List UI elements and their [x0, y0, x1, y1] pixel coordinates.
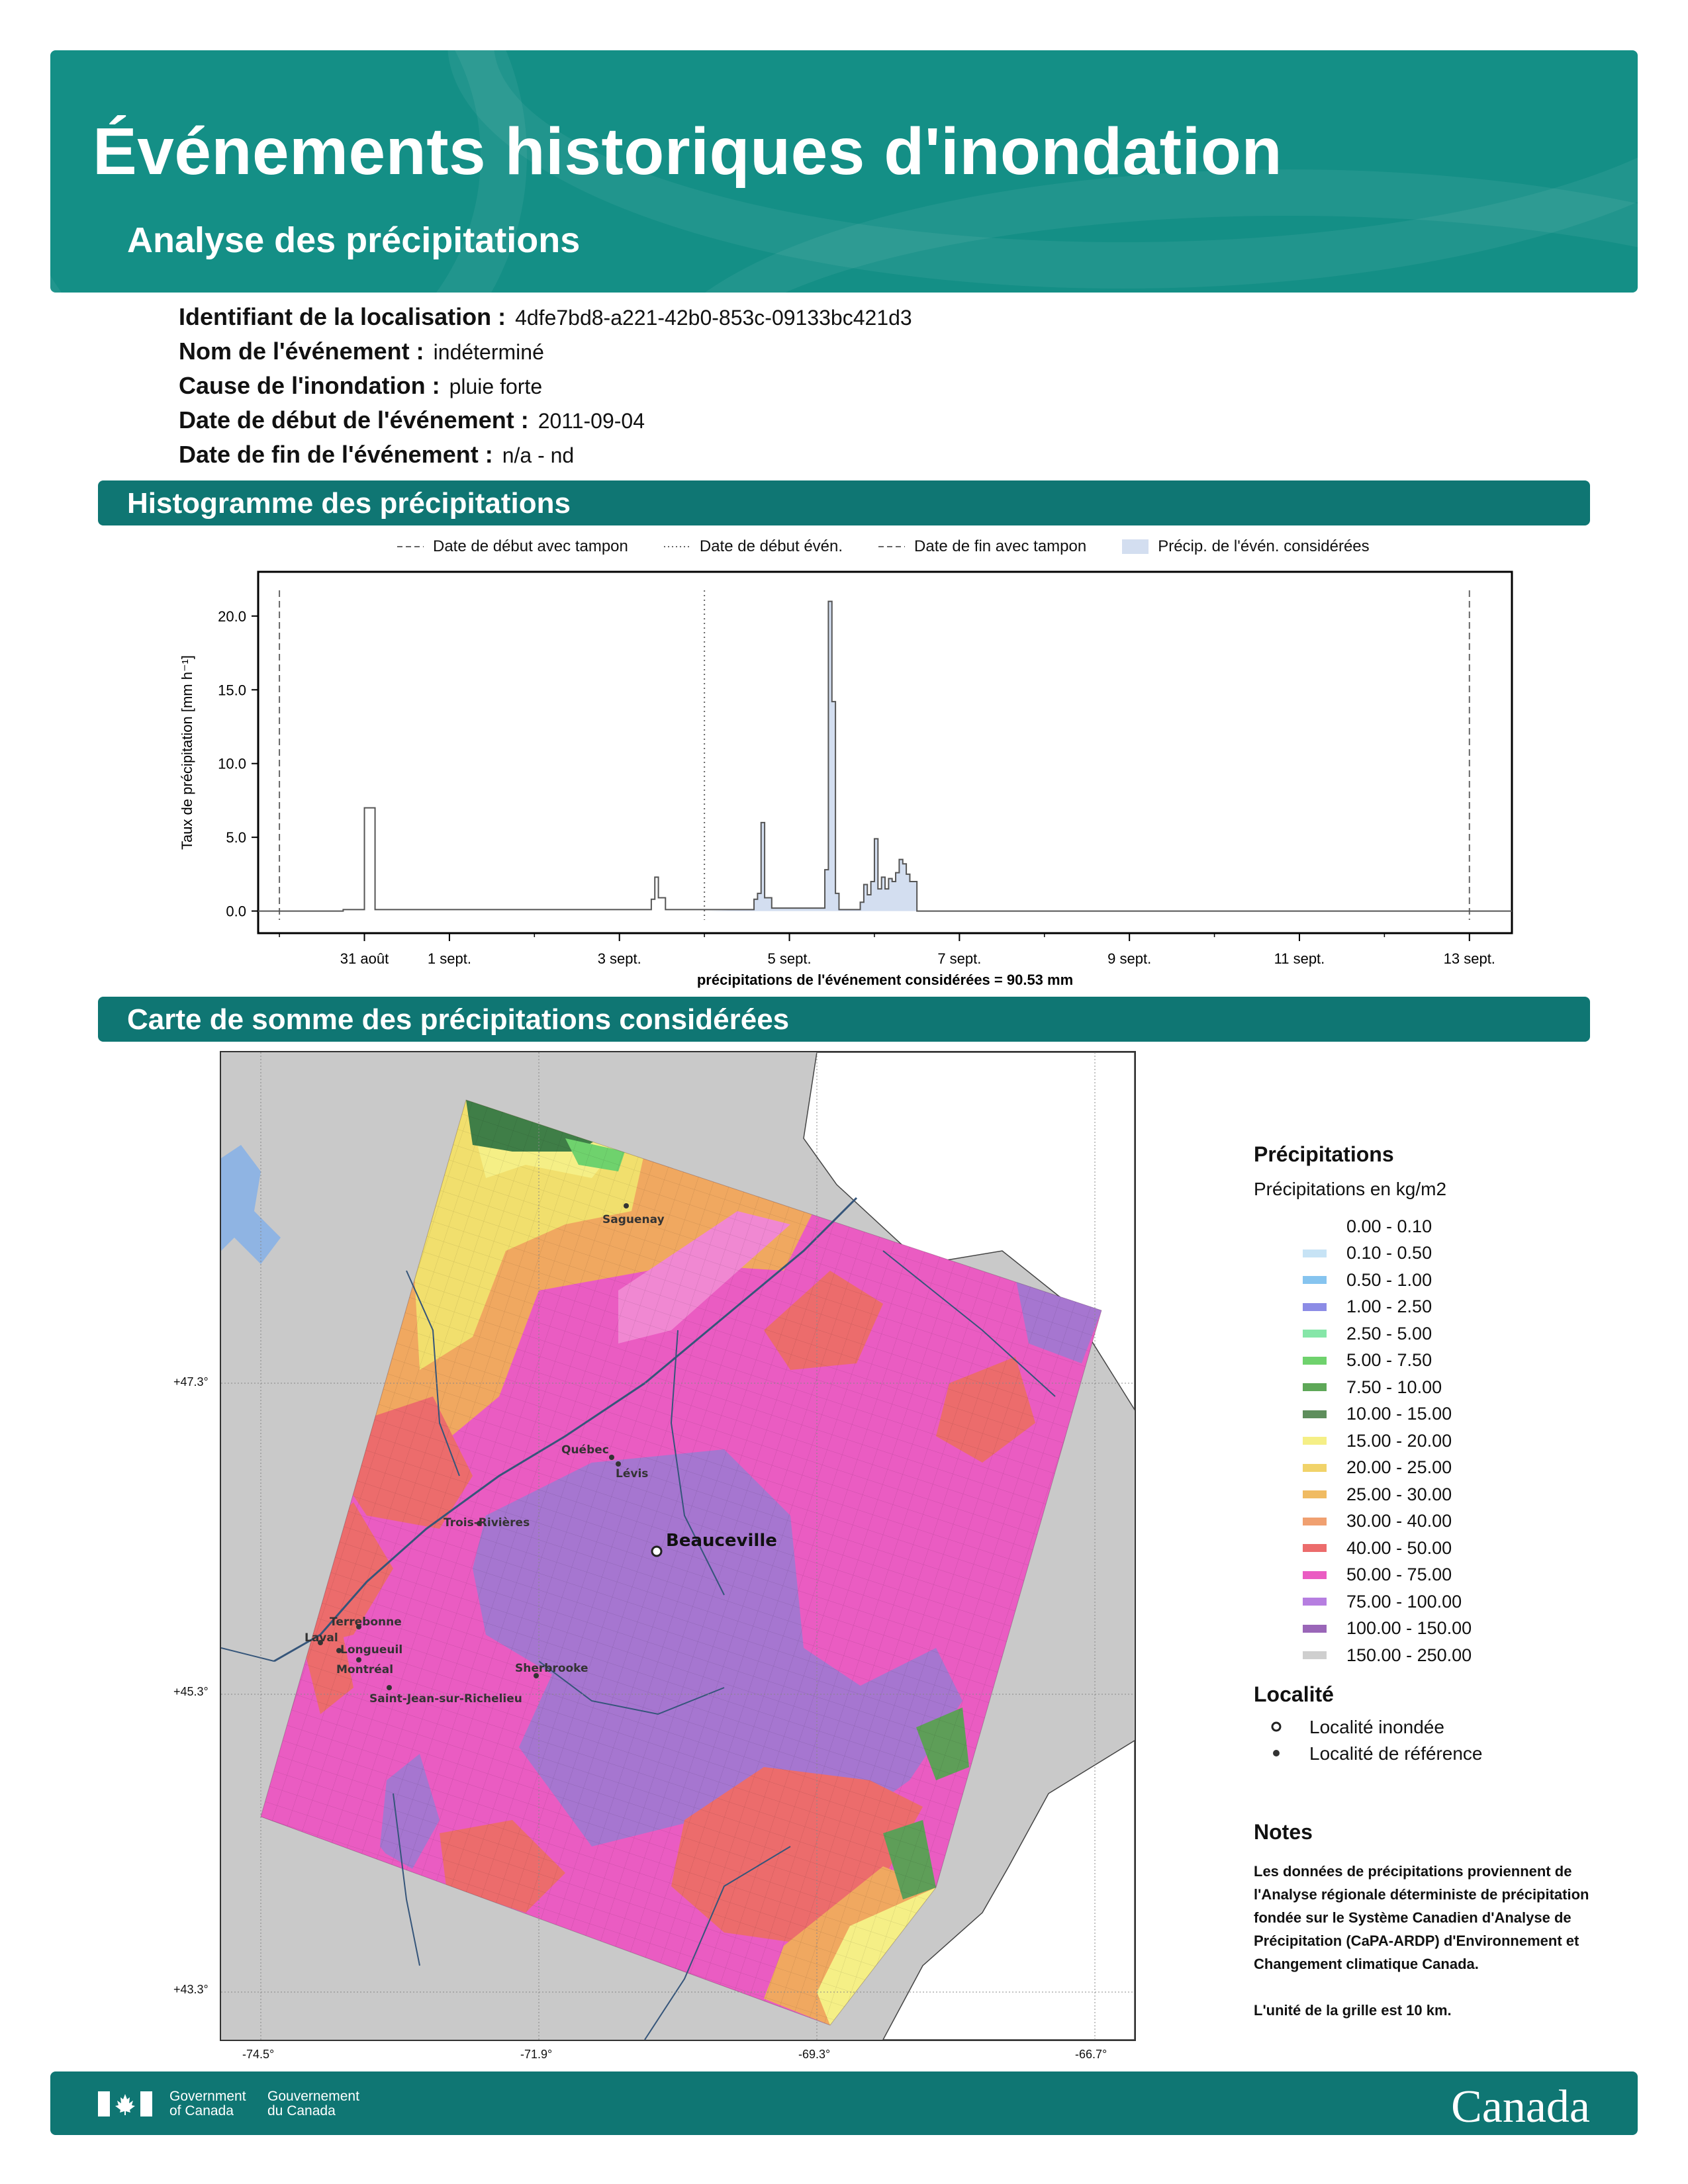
info-label: Date de fin de l'événement : [179, 441, 493, 468]
x-tick-label: 1 sept. [427, 950, 471, 967]
legend-bin-swatch [1303, 1544, 1327, 1552]
lon-label: -69.3° [798, 2048, 831, 2061]
lat-label: +45.3° [173, 1685, 209, 1698]
legend-label: Précip. de l'évén. considérées [1158, 537, 1370, 555]
legend-bin-label: 40.00 - 50.00 [1346, 1537, 1452, 1558]
info-value: indéterminé [433, 340, 544, 364]
legend-bin-label: 30.00 - 40.00 [1346, 1511, 1452, 1531]
y-axis-label: Taux de précipitation [mm h⁻¹] [179, 655, 195, 850]
info-value: n/a - nd [502, 443, 575, 467]
locality-legend-label: Localité de référence [1309, 1743, 1483, 1764]
info-label: Nom de l'événement : [179, 338, 424, 365]
map-legend-subtitle: Précipitations en kg/m2 [1254, 1179, 1447, 1199]
legend-bin-label: 5.00 - 7.50 [1346, 1350, 1432, 1371]
government-of-canada-fr [267, 2089, 359, 2118]
footer-text: Gouvernement [267, 2089, 359, 2104]
place-label: Laval [305, 1631, 338, 1645]
page-title: Événements historiques d'inondation [93, 114, 1283, 189]
y-tick-label: 20.0 [218, 608, 246, 625]
event-info [179, 303, 912, 475]
notes-title: Notes [1254, 1820, 1313, 1844]
legend-label: Date de fin avec tampon [914, 537, 1087, 555]
legend-bin-label: 0.10 - 0.50 [1346, 1243, 1432, 1263]
legend-bin-label: 10.00 - 15.00 [1346, 1404, 1452, 1424]
legend-bin [1254, 1562, 1624, 1589]
legend-bin-swatch [1303, 1571, 1327, 1579]
legend-bin [1254, 1267, 1624, 1294]
place-label: Trois-Rivières [444, 1516, 530, 1529]
legend-bin [1254, 1294, 1624, 1321]
y-tick-label: 5.0 [226, 829, 246, 846]
map-legend-bins [1254, 1213, 1624, 1669]
legend-bin-swatch [1303, 1518, 1327, 1525]
government-of-canada-en [169, 2089, 246, 2118]
info-value: pluie forte [449, 375, 543, 398]
legend-bin-label: 25.00 - 30.00 [1346, 1484, 1452, 1504]
y-tick-label: 15.0 [218, 682, 246, 699]
footer-text: Government [169, 2089, 246, 2104]
y-tick-label: 10.0 [218, 755, 246, 772]
place-label: Saint-Jean-sur-Richelieu [369, 1692, 522, 1706]
lat-label: +47.3° [173, 1375, 209, 1388]
place-label-flooded: Beauceville [666, 1531, 777, 1551]
legend-bin-swatch [1303, 1625, 1327, 1633]
footer-text: du Canada [267, 2103, 336, 2118]
reference-marker [616, 1461, 621, 1467]
legend-bin-swatch [1303, 1410, 1327, 1418]
lon-label: -66.7° [1075, 2048, 1107, 2061]
legend-bin-label: 0.50 - 1.00 [1346, 1269, 1432, 1290]
legend-bin-label: 100.00 - 150.00 [1346, 1618, 1472, 1639]
legend-bin-swatch [1303, 1651, 1327, 1659]
info-label: Date de début de l'événement : [179, 406, 529, 433]
legend-bin [1254, 1320, 1624, 1347]
legend-bin [1254, 1615, 1624, 1643]
legend-label: Date de début évén. [699, 537, 843, 555]
place-label: Terrebonne [330, 1615, 402, 1629]
legend-bin-swatch [1303, 1250, 1327, 1257]
place-label: Saguenay [602, 1213, 665, 1226]
y-tick-label: 0.0 [226, 903, 246, 920]
footer [50, 2071, 1638, 2135]
legend-bin-label: 1.00 - 2.50 [1346, 1297, 1432, 1317]
footer-text: of Canada [169, 2103, 234, 2118]
legend-bin [1254, 1508, 1624, 1535]
info-value: 4dfe7bd8-a221-42b0-853c-09133bc421d3 [515, 306, 912, 330]
legend-bin-swatch [1303, 1464, 1327, 1472]
legend-bin-swatch [1303, 1276, 1327, 1284]
legend-bin-swatch [1303, 1357, 1327, 1365]
notes-text: Les données de précipitations proviennent de l'Analyse régionale déterministe de précipitation fondée sur le Système Canadien d'Analyse de Précipitation (CaPA-ARDP) d'Environnement et Changement climatique Canada. [1254, 1863, 1589, 1972]
x-tick-label: 31 août [340, 950, 389, 967]
legend-bin-swatch [1303, 1598, 1327, 1606]
info-row-location-id [179, 303, 912, 338]
reference-marker [624, 1203, 629, 1208]
legend-bin [1254, 1347, 1624, 1375]
section-title: Histogramme des précipitations [127, 487, 571, 520]
legend-bin [1254, 1588, 1624, 1615]
precipitation-sum-map [220, 1051, 1136, 2041]
legend-bin [1254, 1374, 1624, 1401]
map-legend [1254, 1142, 1624, 1669]
precipitation-histogram [165, 529, 1542, 993]
locality-legend-flooded [1264, 1717, 1444, 1738]
legend-bin [1254, 1535, 1624, 1562]
locality-legend-title: Localité [1254, 1682, 1334, 1706]
legend-bin-swatch [1303, 1330, 1327, 1338]
x-tick-label: 11 sept. [1274, 950, 1325, 967]
x-axis-label: précipitations de l'événement considérées = 90.53 mm [696, 972, 1074, 988]
place-label: Montréal [336, 1663, 394, 1676]
reference-marker [387, 1685, 392, 1690]
legend-bin [1254, 1240, 1624, 1267]
lon-label: -71.9° [520, 2048, 553, 2061]
legend-bin [1254, 1428, 1624, 1455]
info-label: Cause de l'inondation : [179, 372, 440, 399]
legend-bin [1254, 1401, 1624, 1428]
page-subtitle: Analyse des précipitations [127, 220, 581, 260]
flooded-marker [652, 1547, 661, 1556]
legend-bin [1254, 1481, 1624, 1508]
legend-bin-label: 20.00 - 25.00 [1346, 1457, 1452, 1478]
section-header-map [98, 997, 1590, 1042]
place-label: Sherbrooke [515, 1662, 588, 1675]
legend-bin-label: 15.00 - 20.00 [1346, 1430, 1452, 1451]
legend-bin-label: 0.00 - 0.10 [1346, 1216, 1432, 1236]
section-header-histogram [98, 480, 1590, 525]
x-tick-label: 9 sept. [1107, 950, 1152, 967]
notes-body [1254, 1860, 1611, 2045]
legend-label: Date de début avec tampon [433, 537, 628, 555]
section-title: Carte de somme des précipitations considérées [127, 1003, 790, 1036]
x-tick-label: 5 sept. [767, 950, 812, 967]
legend-bin-label: 75.00 - 100.00 [1346, 1591, 1462, 1612]
legend-bin-label: 50.00 - 75.00 [1346, 1565, 1452, 1585]
legend-bin [1254, 1642, 1624, 1669]
place-label: Longueuil [340, 1643, 403, 1657]
reference-marker-icon [1264, 1743, 1288, 1764]
legend-bin-swatch [1303, 1222, 1327, 1230]
legend-bin-label: 2.50 - 5.00 [1346, 1323, 1432, 1343]
locality-legend-reference [1264, 1743, 1483, 1764]
info-label: Identifiant de la localisation : [179, 303, 506, 330]
legend-bin [1254, 1213, 1624, 1240]
map-svg [221, 1052, 1135, 2040]
lat-label: +43.3° [173, 1983, 209, 1996]
info-row-cause [179, 372, 912, 406]
header-banner [50, 50, 1638, 293]
map-legend-title: Précipitations [1254, 1142, 1394, 1166]
place-label: Lévis [616, 1467, 649, 1480]
legend-bin [1254, 1455, 1624, 1482]
legend-bin-swatch [1303, 1383, 1327, 1391]
notes-text: L'unité de la grille est 10 km. [1254, 2002, 1452, 2019]
place-label: Québec [561, 1443, 609, 1457]
legend-bin-label: 150.00 - 250.00 [1346, 1645, 1472, 1665]
locality-legend-label: Localité inondée [1309, 1717, 1444, 1737]
info-value: 2011-09-04 [538, 409, 645, 433]
info-row-start-date [179, 406, 912, 441]
flooded-marker-icon [1264, 1717, 1288, 1738]
lon-label: -74.5° [242, 2048, 275, 2061]
legend-bin-swatch [1303, 1303, 1327, 1311]
reference-marker [356, 1657, 361, 1662]
x-tick-label: 13 sept. [1443, 950, 1495, 967]
info-row-end-date [179, 441, 912, 475]
legend-bin-swatch [1303, 1490, 1327, 1498]
canada-wordmark: Canada [1451, 2081, 1590, 2132]
canada-flag-icon [98, 2091, 152, 2116]
legend-bin-label: 7.50 - 10.00 [1346, 1377, 1442, 1397]
x-tick-label: 3 sept. [597, 950, 641, 967]
info-row-event-name [179, 338, 912, 372]
legend-bin-swatch [1303, 1437, 1327, 1445]
reference-marker [609, 1455, 614, 1460]
x-tick-label: 7 sept. [937, 950, 982, 967]
